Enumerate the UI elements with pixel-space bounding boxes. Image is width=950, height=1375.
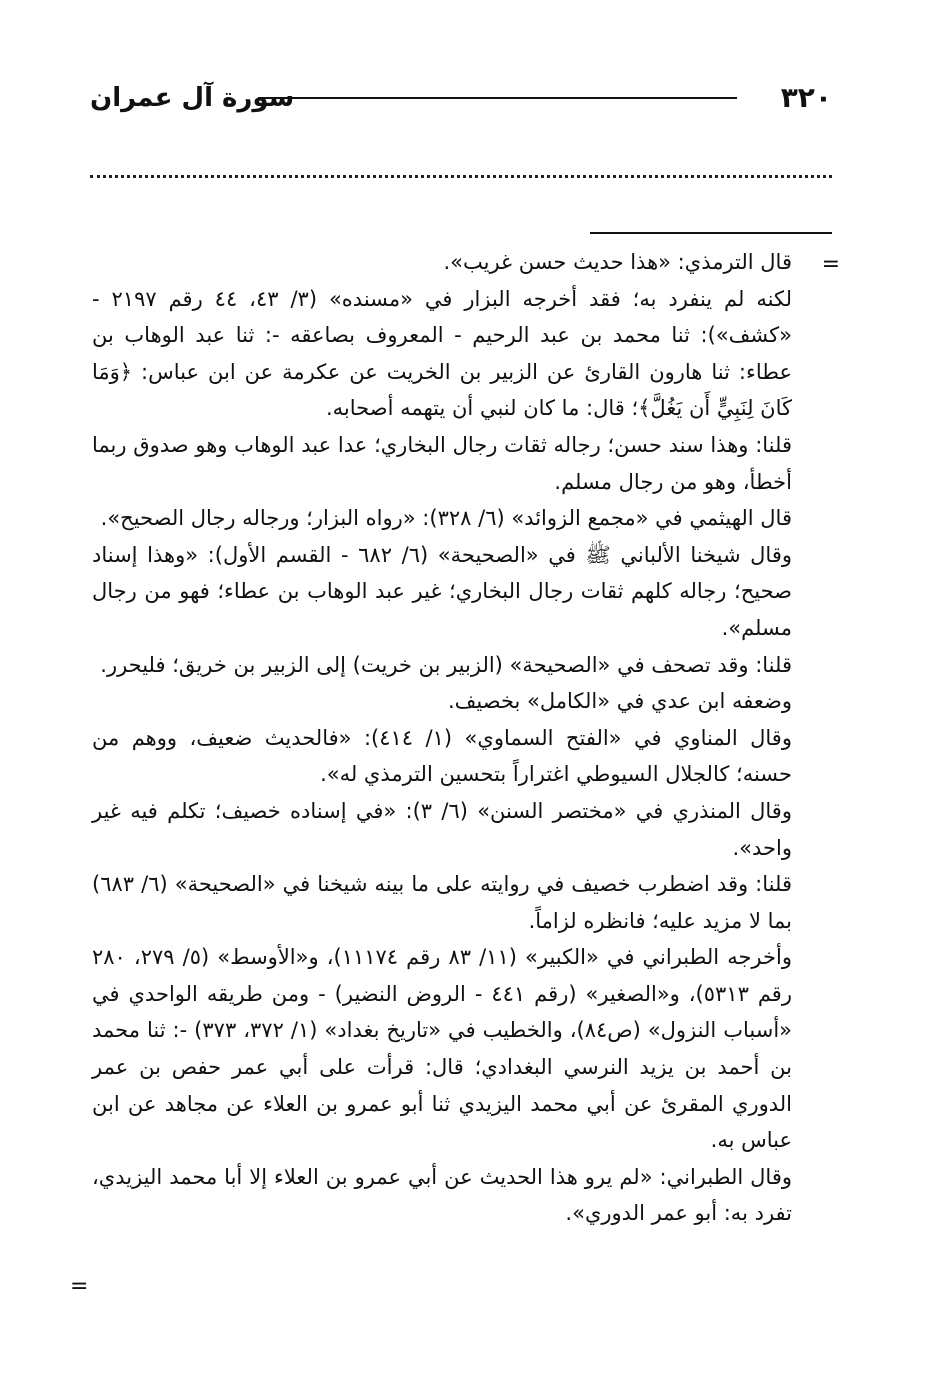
paragraph: وقال المناوي في «الفتح السماوي» (١/ ٤١٤): «فالحديث ضعيف، ووهم من حسنه؛ كالجلال السيوطي اغتراراً بتحسين الترمذي له».	[92, 725, 792, 787]
paragraph: قال الترمذي: «هذا حديث حسن غريب».	[443, 250, 792, 274]
paragraph: لكنه لم ينفرد به؛ فقد أخرجه البزار في «مسنده» (٣/ ٤٣، ٤٤ رقم ٢١٩٧ - «كشف»): ثنا محمد بن عبد الرحيم - المعروف بصاعقه -: ثنا عبد الوهاب بن عطاء: ثنا هارون القارئ عن الزبير بن الخريت عن عكرمة عن ابن عباس: ﴿وَمَا كَانَ لِنَبِيٍّ أَن يَغُلَّ﴾؛ قال: ما كان لنبي أن يتهمه أصحابه.	[92, 286, 792, 421]
paragraph: وضعفه ابن عدي في «الكامل» بخصيف.	[448, 689, 792, 714]
paragraph: قلنا: وقد تصحف في «الصحيحة» (الزبير بن خريت) إلى الزبير بن خريق؛ فليحرر.	[100, 652, 792, 677]
paragraph: وأخرجه الطبراني في «الكبير» (١١/ ٨٣ رقم ١١١٧٤)، و«الأوسط» (٥/ ٢٧٩، ٢٨٠ رقم ٥٣١٣)، و«الصغير» (رقم ٤٤١ - الروض النضير) - ومن طريقه الواحدي في «أسباب النزول» (ص٨٤)، والخطيب في «تاريخ بغداد» (١/ ٣٧٢، ٣٧٣) -: ثنا محمد بن أحمد بن يزيد النرسي البغدادي؛ قال: قرأت على أبي عمر حفص بن عمر الدوري المقرئ عن أبي محمد اليزيدي ثنا أبو عمرو بن العلاء عن مجاهد عن ابن عباس به.	[92, 945, 793, 1153]
paragraph: وقال شيخنا الألباني ﷺ في «الصحيحة» (٦/ ٦٨٢ - القسم الأول): «وهذا إسناد صحيح؛ رجاله كلهم ثقات رجال البخاري؛ غير عبد الوهاب بن عطاء؛ فهو من رجال مسلم».	[92, 542, 792, 640]
paragraph: وقال المنذري في «مختصر السنن» (٦/ ٣): «في إسناده خصيف؛ تكلم فيه غير واحد».	[92, 798, 792, 860]
header-rule	[258, 97, 737, 99]
page-number: ٣٢٠	[780, 81, 832, 114]
paragraph: قلنا: وقد اضطرب خصيف في روايته على ما بينه شيخنا في «الصحيحة» (٦/ ٦٨٣) بما لا مزيد عليه؛ فانظره لزاماً.	[92, 872, 792, 933]
page-header	[90, 80, 832, 116]
footnote-body	[92, 244, 792, 1232]
dotted-separator	[90, 175, 832, 178]
footnote-rule	[590, 232, 832, 234]
continuation-marker-top: =	[821, 252, 840, 277]
paragraph: وقال الطبراني: «لم يرو هذا الحديث عن أبي عمرو بن العلاء إلا أبا محمد اليزيدي، تفرد به: أبو عمر الدوري».	[92, 1164, 792, 1226]
chapter-title: سورة آل عمران	[90, 83, 295, 113]
continuation-marker-bottom: =	[70, 1274, 89, 1299]
paragraph: قلنا: وهذا سند حسن؛ رجاله ثقات رجال البخاري؛ عدا عبد الوهاب وهو صدوق ربما أخطأ، وهو من رجال مسلم.	[92, 432, 792, 494]
paragraph: قال الهيثمي في «مجمع الزوائد» (٦/ ٣٢٨): «رواه البزار؛ ورجاله رجال الصحيح».	[100, 506, 792, 531]
